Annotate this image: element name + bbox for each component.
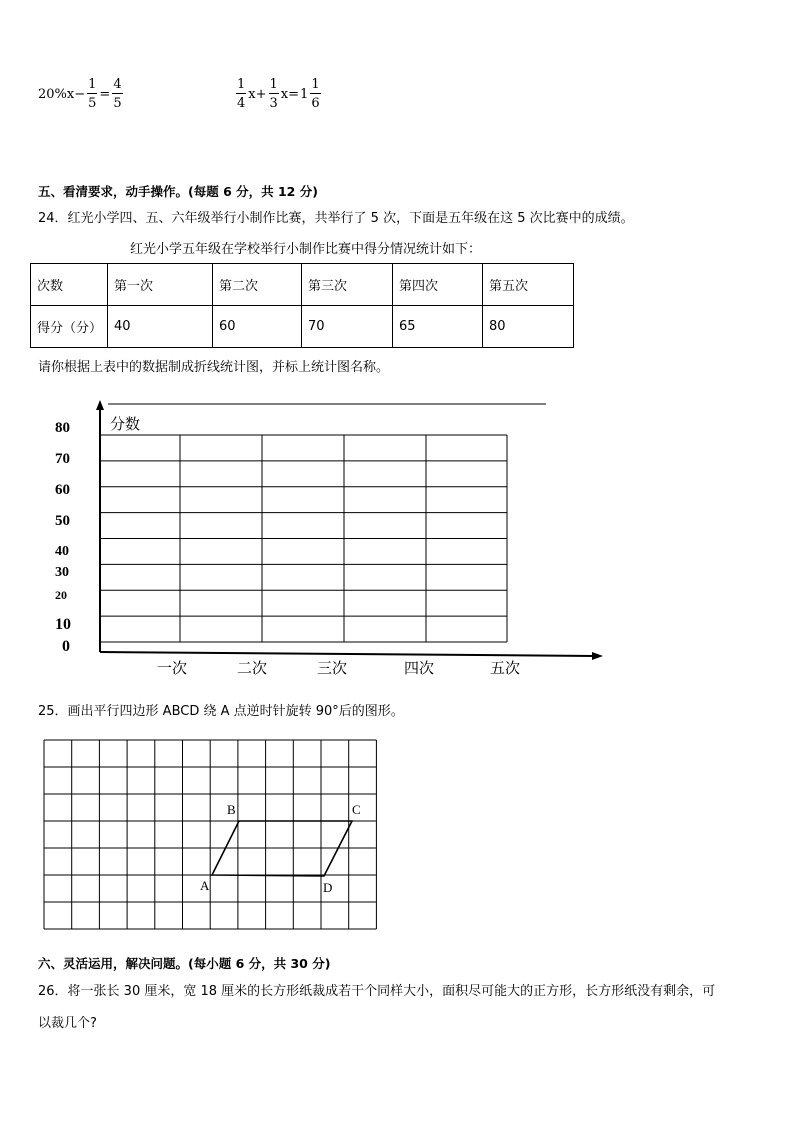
y-tick-label: 70 bbox=[55, 451, 70, 467]
table-row bbox=[31, 264, 574, 306]
denominator: 5 bbox=[113, 96, 122, 111]
x-tick-label: 一次 bbox=[157, 659, 188, 677]
square-grid bbox=[44, 740, 376, 929]
equation-2-plus: x+ bbox=[248, 86, 267, 102]
table-row bbox=[31, 306, 574, 348]
fraction bbox=[269, 78, 279, 110]
table-title: 红光小学五年级在学校举行小制作比赛中得分情况统计如下： bbox=[130, 242, 482, 257]
table-cell: 40 bbox=[108, 306, 213, 348]
x-tick-label: 三次 bbox=[317, 659, 348, 677]
line-chart bbox=[0, 390, 794, 680]
denominator: 4 bbox=[237, 96, 246, 111]
table-cell: 70 bbox=[302, 306, 393, 348]
denominator: 6 bbox=[311, 96, 320, 111]
x-tick-label: 五次 bbox=[490, 659, 521, 677]
table-cell: 得分（分） bbox=[31, 306, 108, 348]
question-26-line-1: 26．将一张长 30 厘米，宽 18 厘米的长方形纸裁成若干个同样大小，面积尽可能大的正方形，长方形纸没有剩余，可 bbox=[38, 984, 716, 999]
numerator: 1 bbox=[237, 77, 246, 92]
fraction bbox=[87, 78, 97, 110]
chart-grid bbox=[100, 435, 507, 642]
question-26-line-2: 以裁几个? bbox=[38, 1016, 97, 1031]
mixed-whole: 1 bbox=[300, 86, 309, 102]
point-d-label: D bbox=[323, 880, 333, 895]
y-tick-label: 40 bbox=[55, 544, 69, 559]
table-cell: 第五次 bbox=[483, 264, 574, 306]
y-axis-label: 分数 bbox=[110, 415, 141, 433]
section-5-heading: 五、看清要求，动手操作。(每题 6 分，共 12 分) bbox=[38, 184, 318, 199]
numerator: 1 bbox=[269, 77, 278, 92]
denominator: 3 bbox=[269, 96, 278, 111]
question-24-text: 24．红光小学四、五、六年级举行小制作比赛，共举行了 5 次，下面是五年级在这 5 次比赛中的成绩。 bbox=[38, 211, 634, 226]
point-a-label: A bbox=[200, 878, 210, 893]
y-axis-arrow bbox=[96, 400, 104, 410]
equation-1-prefix: 20%x− bbox=[38, 86, 86, 102]
fraction bbox=[236, 78, 246, 110]
table-cell: 60 bbox=[213, 306, 302, 348]
equals-sign: = bbox=[99, 86, 111, 102]
x-tick-label: 二次 bbox=[237, 659, 268, 677]
table-cell: 第二次 bbox=[213, 264, 302, 306]
numerator: 1 bbox=[88, 77, 97, 92]
x-axis-arrow bbox=[592, 652, 603, 660]
x-axis bbox=[100, 652, 594, 656]
numerator: 4 bbox=[113, 77, 122, 92]
parallelogram-grid bbox=[40, 735, 385, 935]
equation-2 bbox=[234, 78, 323, 110]
y-tick-label: 60 bbox=[55, 482, 70, 498]
numerator: 1 bbox=[311, 77, 320, 92]
y-tick-label: 10 bbox=[55, 616, 71, 633]
score-table bbox=[30, 263, 574, 348]
y-tick-label: 20 bbox=[55, 588, 67, 602]
fraction bbox=[112, 78, 122, 110]
denominator: 5 bbox=[88, 96, 97, 111]
y-tick-label: 50 bbox=[55, 513, 70, 529]
equation-2-mid: x= bbox=[280, 86, 300, 102]
y-tick-label: 30 bbox=[55, 565, 69, 580]
x-tick-label: 四次 bbox=[404, 659, 435, 677]
question-25-text: 25．画出平行四边形 ABCD 绕 A 点逆时针旋转 90°后的图形。 bbox=[38, 704, 404, 719]
y-tick-label: 80 bbox=[55, 420, 70, 436]
table-cell: 80 bbox=[483, 306, 574, 348]
table-cell: 第三次 bbox=[302, 264, 393, 306]
table-cell: 65 bbox=[393, 306, 483, 348]
point-b-label: B bbox=[227, 802, 236, 817]
fraction bbox=[310, 78, 320, 110]
section-6-heading: 六、灵活运用，解决问题。(每小题 6 分，共 30 分) bbox=[38, 956, 331, 971]
y-tick-label: 0 bbox=[62, 638, 70, 655]
table-cell: 第一次 bbox=[108, 264, 213, 306]
table-cell: 次数 bbox=[31, 264, 108, 306]
equation-1 bbox=[38, 78, 125, 110]
chart-instruction: 请你根据上表中的数据制成折线统计图，并标上统计图名称。 bbox=[38, 360, 390, 375]
point-c-label: C bbox=[352, 802, 361, 817]
table-cell: 第四次 bbox=[393, 264, 483, 306]
